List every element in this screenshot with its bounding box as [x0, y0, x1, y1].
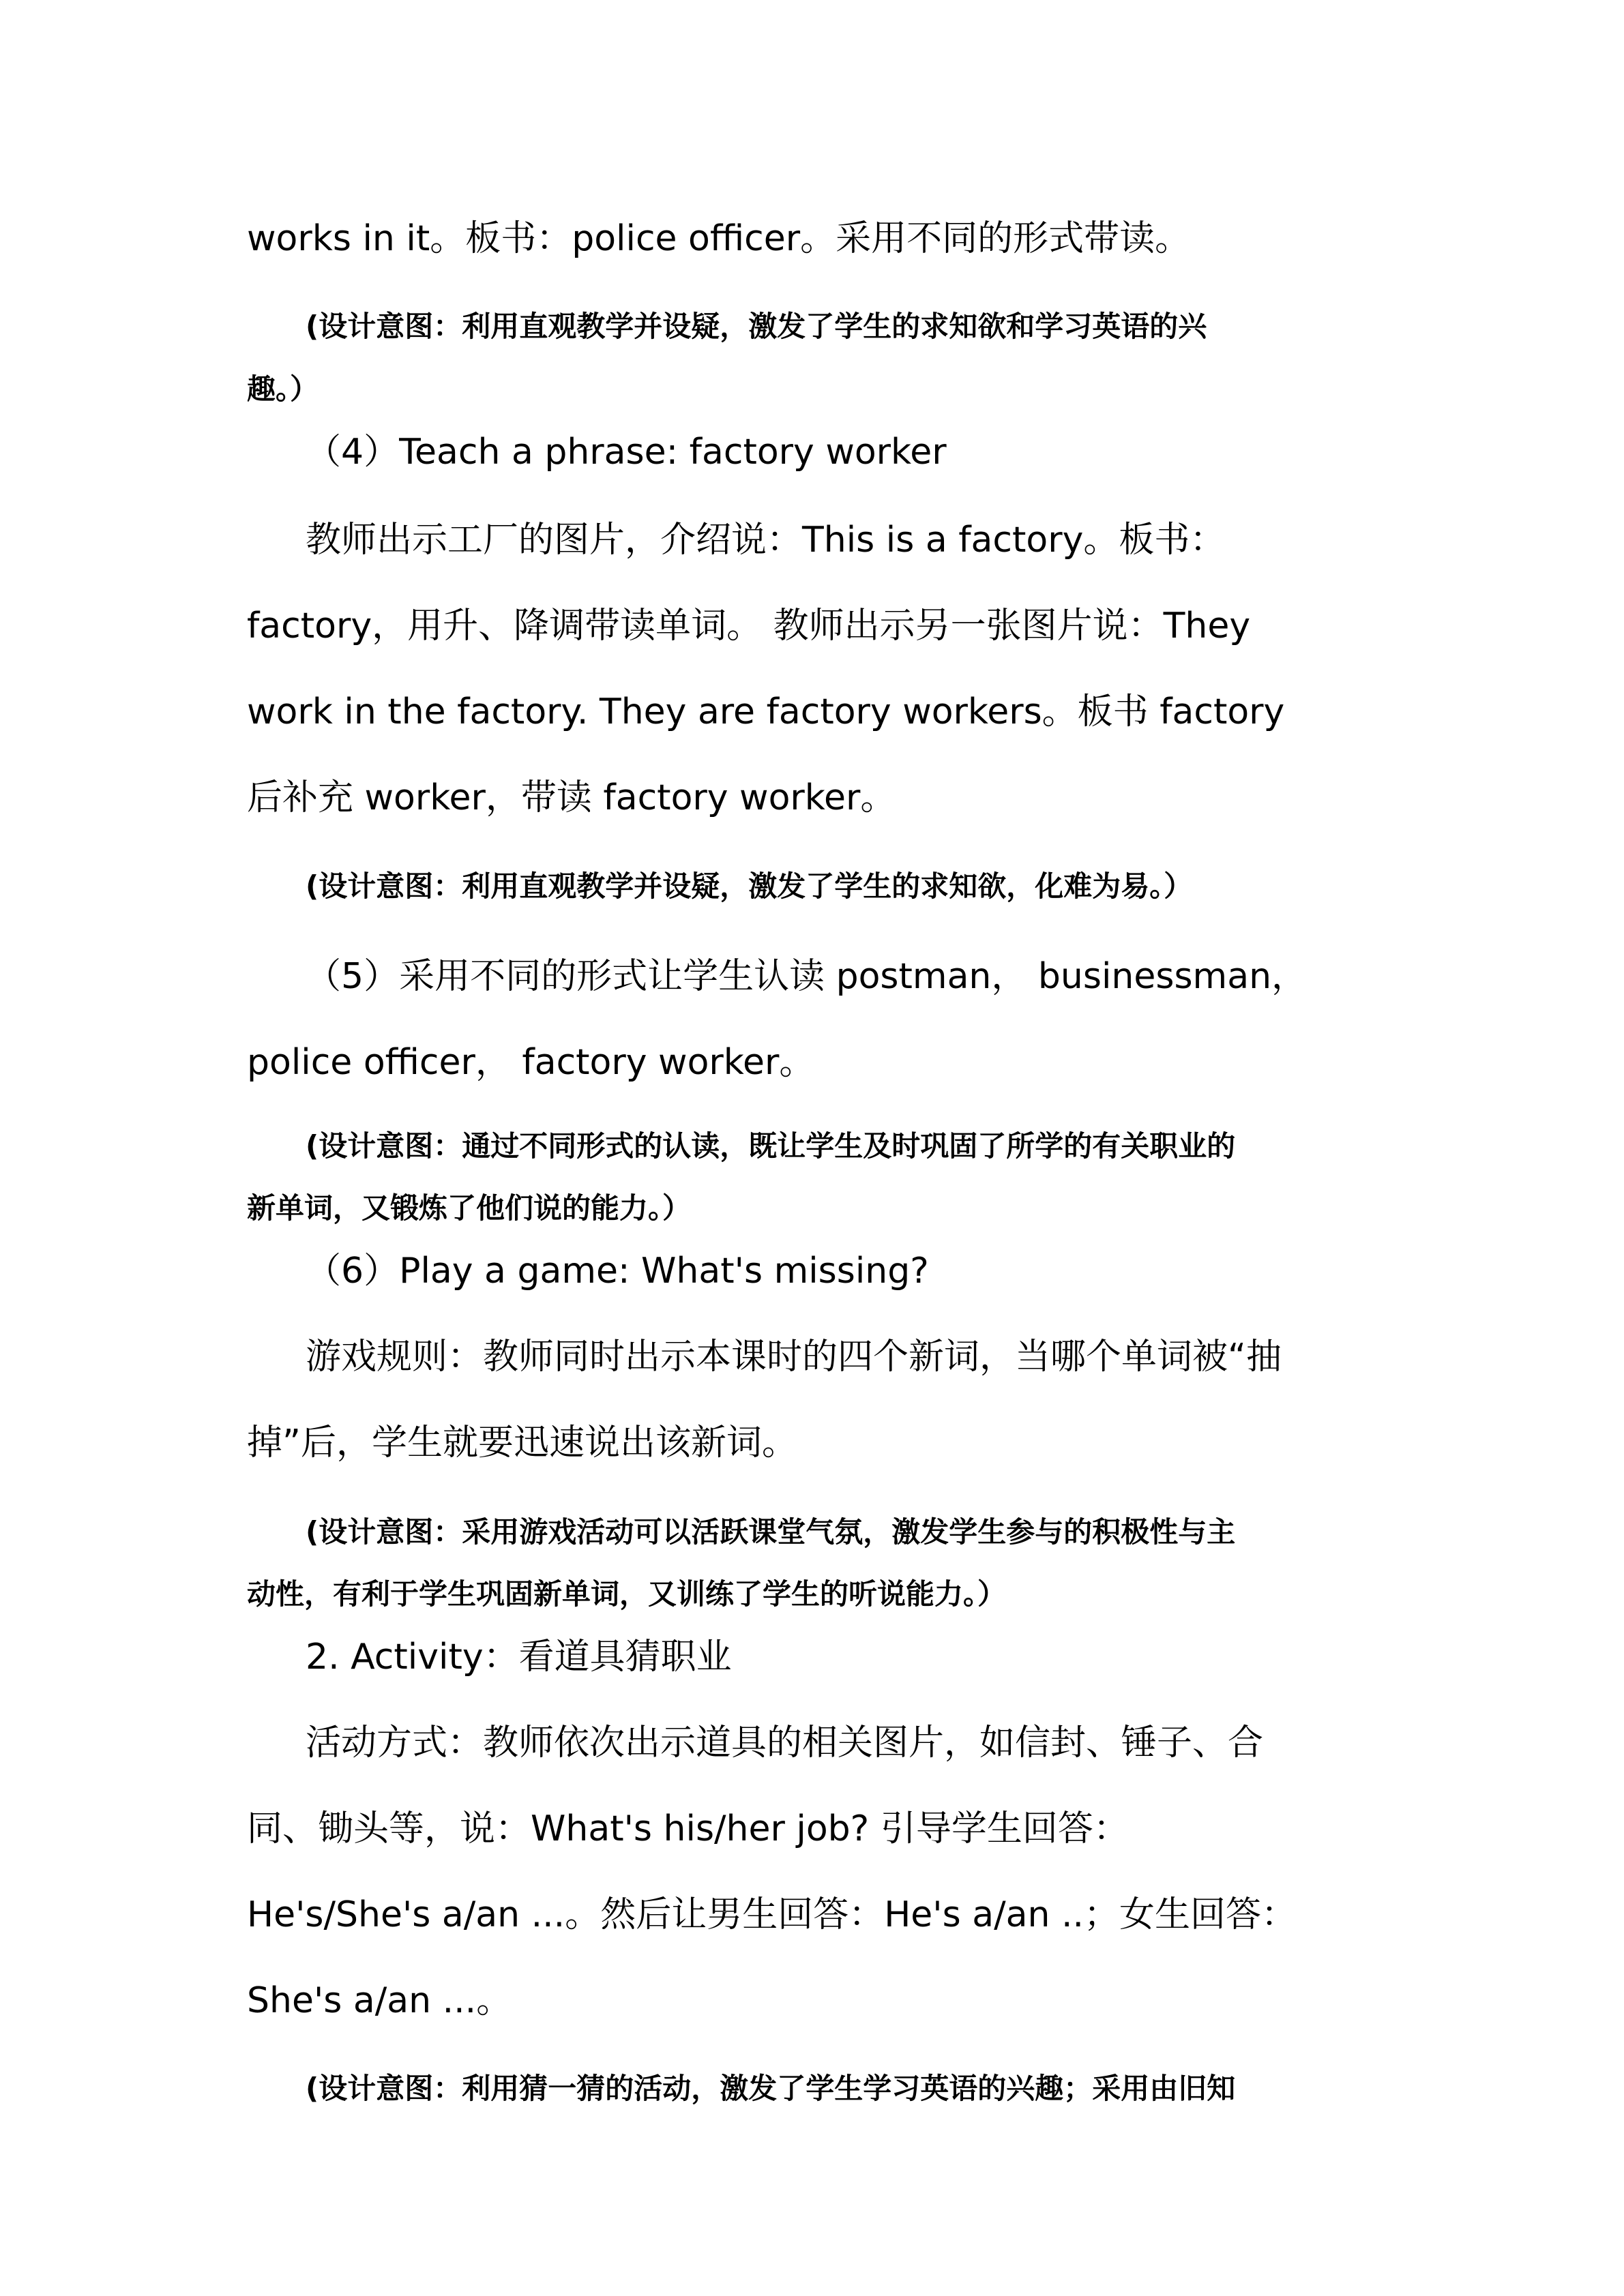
body-line: work in the factory. They are factory workers。板书 factory [247, 691, 1285, 732]
body-line: 后补充 worker，带读 factory worker。 [247, 777, 896, 818]
section-heading: 2. Activity：看道具猜职业 [306, 1637, 732, 1678]
body-line: （5）采用不同的形式让学生认读 postman， businessman， [306, 956, 1308, 997]
body-line: works in it。板书：police officer。采用不同的形式带读。 [247, 218, 1191, 259]
design-intent-note: 动性，有利于学生巩固新单词，又训练了学生的听说能力。） [247, 1577, 1007, 1611]
body-line: 掉”后，学生就要迅速说出该新词。 [247, 1422, 797, 1463]
body-line: 教师出示工厂的图片，介绍说：This is a factory。板书： [306, 520, 1226, 561]
body-line: 活动方式：教师依次出示道具的相关图片，如信封、锤子、合 [306, 1723, 1264, 1763]
design-intent-note: (设计意图：利用直观教学并设疑，激发了学生的求知欲，化难为易。） [306, 869, 1193, 903]
body-line: She's a/an ...。 [247, 1980, 512, 2021]
body-line: He's/She's a/an ...。然后让男生回答：He's a/an ..；女生回答： [247, 1894, 1297, 1935]
body-line: 游戏规则：教师同时出示本课时的四个新词，当哪个单词被“抽 [306, 1337, 1282, 1377]
design-intent-note: 趣。） [247, 372, 319, 406]
body-line: factory，用升、降调带读单词。 教师出示另一张图片说：They [247, 606, 1251, 646]
section-heading: （6）Play a game: What's missing? [306, 1251, 929, 1292]
body-line: 同、锄头等，说：What's his/her job? 引导学生回答： [247, 1808, 1129, 1849]
design-intent-note: (设计意图：采用游戏活动可以活跃课堂气氛，激发学生参与的积极性与主 [306, 1515, 1236, 1549]
section-heading: （4）Teach a phrase: factory worker [306, 432, 947, 473]
body-line: police officer， factory worker。 [247, 1042, 815, 1083]
design-intent-note: (设计意图：通过不同形式的认读，既让学生及时巩固了所学的有关职业的 [306, 1129, 1236, 1163]
design-intent-note: (设计意图：利用猜一猜的活动，激发了学生学习英语的兴趣；采用由旧知 [306, 2072, 1236, 2105]
design-intent-note: (设计意图：利用直观教学并设疑，激发了学生的求知欲和学习英语的兴 [306, 310, 1207, 343]
design-intent-note: 新单词，又锻炼了他们说的能力。） [247, 1191, 692, 1225]
